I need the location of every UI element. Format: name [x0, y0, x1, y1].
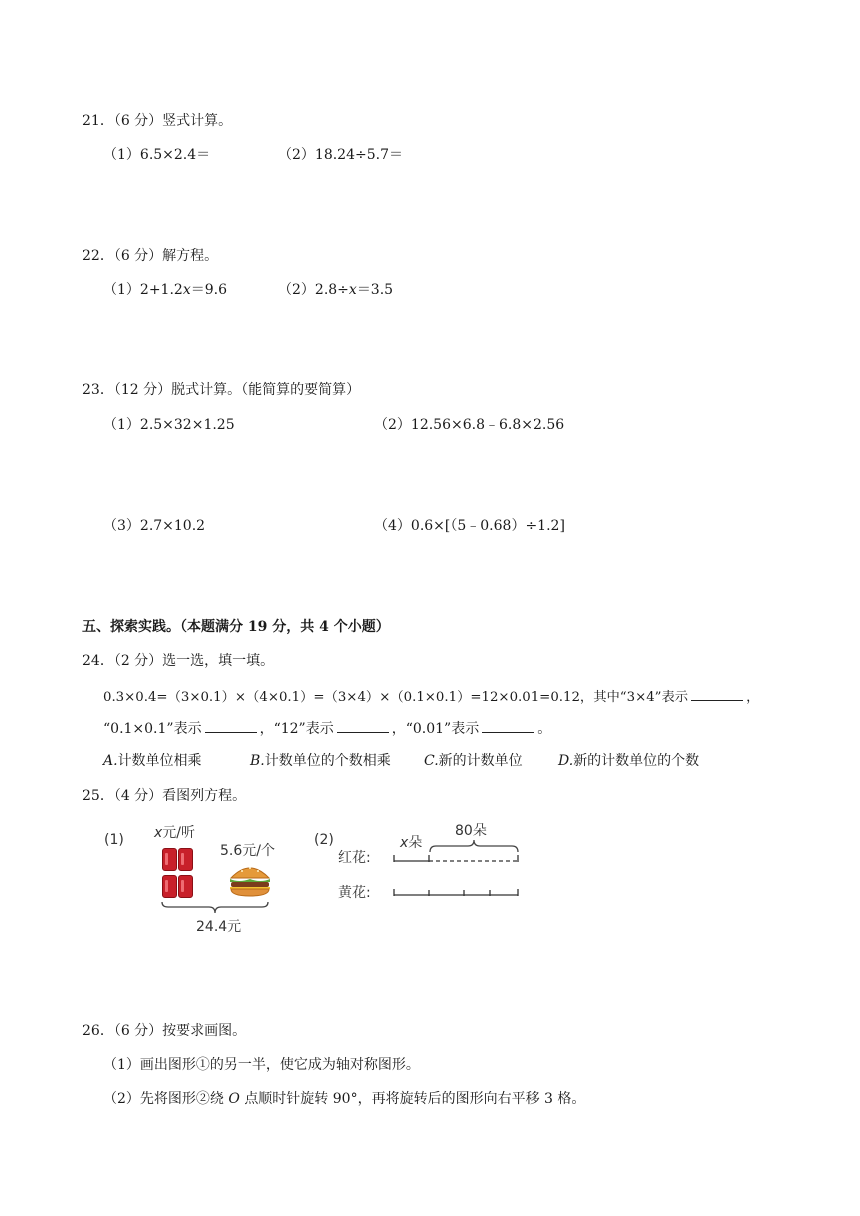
q26-title: 26．（6 分）按要求画图。: [82, 1023, 247, 1039]
q23-part3: （3）2.7×10.2: [103, 518, 206, 534]
q21-part2: （2）18.24÷5.7＝: [278, 147, 403, 163]
fig1-burger-price: 5.6元/个: [220, 843, 275, 859]
q26-part2: （2）先将图形②绕 O 点顺时针旋转 90°，再将旋转后的图形向右平移 3 格。: [103, 1091, 586, 1107]
fig2-80-label: 80朵: [455, 823, 487, 839]
q24-line1: 0.3×0.4=（3×0.1）×（4×0.1）=（3×4）×（0.1×0.1）=12×0.01=0.12，其中“3×4”表示 ，: [103, 690, 760, 705]
answer-blank-1[interactable]: [691, 688, 743, 701]
fig2-red-label: 红花:: [338, 850, 371, 866]
q26-part1: （1）画出图形①的另一半，使它成为轴对称图形。: [103, 1057, 420, 1073]
q25-figure: [100, 820, 520, 936]
answer-blank-2[interactable]: [205, 720, 257, 733]
can-icon: [162, 848, 177, 871]
q23-title: 23．（12 分）脱式计算。（能简算的要简算）: [82, 382, 361, 398]
fig2-yellow-label: 黄花:: [338, 885, 371, 901]
can-icon: [162, 875, 177, 898]
fig1-can-price: x元/听: [154, 825, 196, 841]
q25-title: 25．（4 分）看图列方程。: [82, 788, 247, 804]
q22-title: 22．（6 分）解方程。: [82, 248, 219, 264]
q21-title: 21．（6 分）竖式计算。: [82, 113, 233, 129]
can-icon: [178, 848, 193, 871]
answer-blank-4[interactable]: [482, 720, 534, 733]
q24-line2: “0.1×0.1”表示 ，“12”表示 ，“0.01”表示 。: [103, 721, 552, 737]
q22-part1: （1）2+1.2x＝9.6: [103, 282, 227, 298]
q24-title: 24．（2 分）选一选，填一填。: [82, 653, 275, 669]
section5-title: 五、探索实践。（本题满分 19 分，共 4 个小题）: [82, 619, 390, 635]
q22-part2: （2）2.8÷x＝3.5: [278, 282, 394, 298]
fig2-red-bar: [392, 850, 522, 864]
hamburger-icon: [228, 862, 272, 898]
answer-blank-3[interactable]: [337, 720, 389, 733]
fig2-yellow-bar: [392, 884, 522, 898]
fig2-x-label: x朵: [400, 835, 423, 851]
q21-part1: （1）6.5×2.4＝: [103, 147, 211, 163]
q23-part2: （2）12.56×6.8﹣6.8×2.56: [374, 417, 565, 433]
fig1-total-brace: [160, 900, 270, 916]
fig2-number: (2): [314, 832, 334, 848]
fig1-total: 24.4元: [196, 919, 242, 935]
q23-part1: （1）2.5×32×1.25: [103, 417, 235, 433]
q24-option-b: B.计数单位的个数相乘: [250, 753, 391, 769]
can-icon: [178, 875, 193, 898]
fig1-number: (1): [104, 832, 124, 848]
q23-part4: （4）0.6×[（5﹣0.68）÷1.2]: [374, 518, 565, 534]
q24-option-a: A.计数单位相乘: [103, 753, 202, 769]
q24-option-c: C.新的计数单位: [424, 753, 523, 769]
q24-option-d: D.新的计数单位的个数: [558, 753, 700, 769]
